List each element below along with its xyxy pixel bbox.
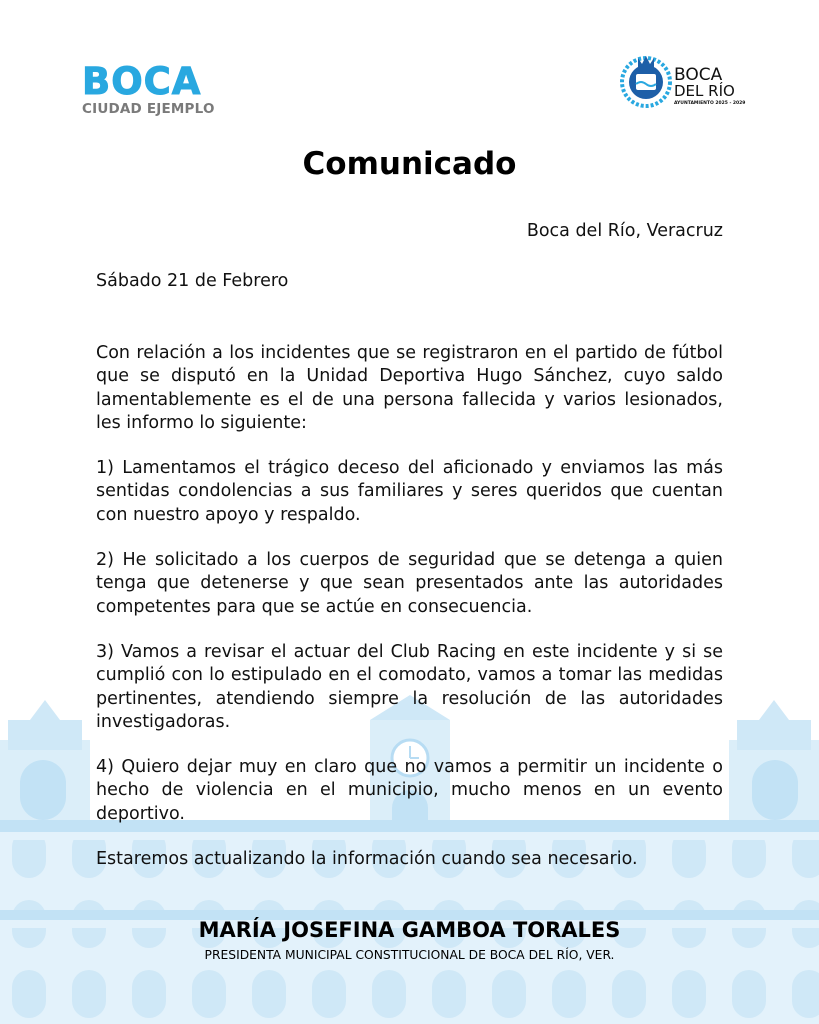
logo-wordmark: BOCA bbox=[82, 60, 202, 103]
document-title: Comunicado bbox=[302, 146, 517, 182]
closing-paragraph: Estaremos actualizando la información cuando sea necesario. bbox=[96, 849, 638, 870]
signatory-name: MARÍA JOSEFINA GAMBOA TORALES bbox=[198, 918, 621, 942]
logo-line-boca: BOCA bbox=[674, 65, 723, 85]
municipal-seal-icon bbox=[620, 52, 672, 108]
boca-del-rio-logo bbox=[620, 52, 746, 112]
signatory-title: PRESIDENTA MUNICIPAL CONSTITUCIONAL DE BOCA DEL RÍO, VER. bbox=[204, 948, 615, 962]
document-body bbox=[96, 342, 723, 893]
logo-tagline: CIUDAD EJEMPLO bbox=[82, 101, 215, 117]
logo-line-ayuntamiento: AYUNTAMIENTO 2025 - 2029 bbox=[674, 101, 746, 106]
intro-paragraph: Con relación a los incidentes que se registraron en el partido de fútbol que se disputó en la Unidad Deportiva Hugo Sánchez, cuyo saldo lamentablemente es el de una persona fallecida y varios lesionados, les informo lo siguiente: bbox=[96, 343, 723, 433]
document-date: Sábado 21 de Febrero bbox=[96, 271, 289, 291]
document-place: Boca del Río, Veracruz bbox=[526, 221, 723, 241]
point-4-paragraph: 4) Quiero dejar muy en claro que no vamos a permitir un incidente o hecho de violencia en el municipio, mucho menos en un evento deportivo. bbox=[96, 757, 723, 824]
point-1-paragraph: 1) Lamentamos el trágico deceso del aficionado y enviamos las más sentidas condolencias a sus familiares y seres queridos que cuentan con nuestro apoyo y respaldo. bbox=[96, 458, 723, 525]
logo-line-del-rio: DEL RÍO bbox=[674, 82, 735, 100]
boca-ciudad-ejemplo-logo bbox=[82, 60, 217, 117]
point-2-paragraph: 2) He solicitado a los cuerpos de seguridad que se detenga a quien tenga que detenerse y que sean presentados ante las autoridades competentes para que se actúe en consecuencia. bbox=[96, 550, 723, 617]
point-3-paragraph: 3) Vamos a revisar el actuar del Club Racing en este incidente y si se cumplió con lo estipulado en el comodato, vamos a tomar las medidas pertinentes, atendiendo siempre la resolución de las autoridades investigadoras. bbox=[96, 641, 723, 732]
